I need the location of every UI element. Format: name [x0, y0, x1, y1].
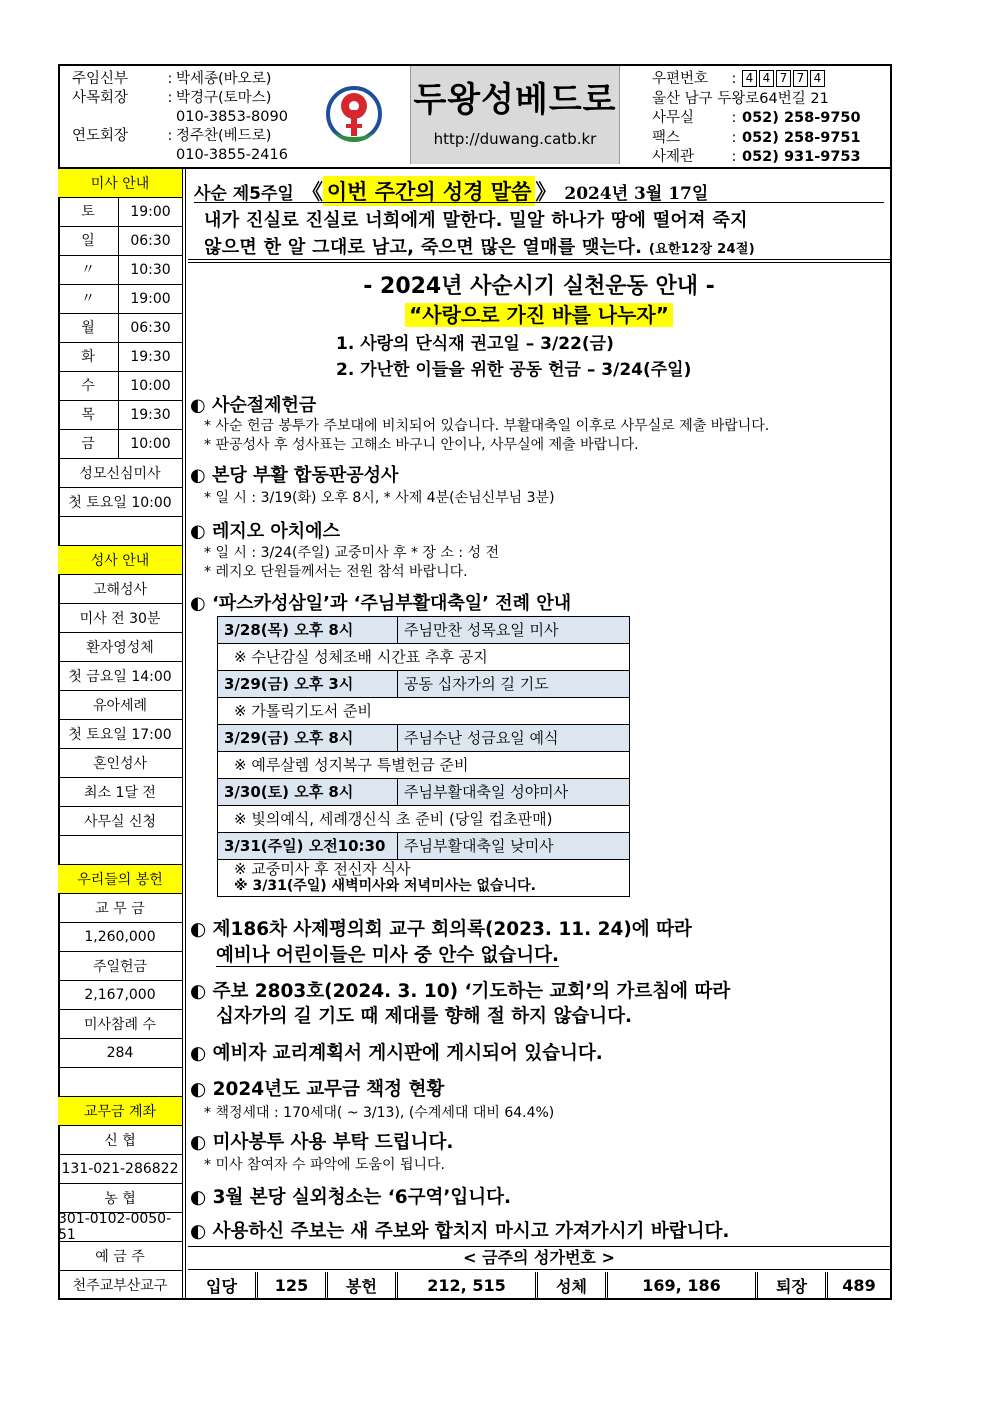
notice-title: ◐ 주보 2803호(2024. 3. 10) ‘기도하는 교회’의 가르침에 따라: [190, 981, 731, 1002]
mass-time: 06:30: [130, 233, 171, 249]
contact-number: 052) 258-9751: [742, 129, 861, 146]
schedule-note: ※ 가톨릭기도서 준비: [234, 702, 373, 720]
sidebar-heading: 우리들의 봉헌: [58, 865, 182, 894]
day-label: 일: [58, 227, 119, 255]
hymn-number: 489: [842, 1275, 876, 1295]
role-label: 사목회장: [72, 90, 129, 106]
schedule-event: 주님수난 성금요일 예식: [398, 725, 629, 751]
schedule-note-row: [218, 860, 629, 896]
schedule-note: ※ 예루살렘 성지복구 특별헌금 준비: [234, 756, 469, 774]
hymn-label: 봉헌: [328, 1272, 398, 1298]
notice-title: ◐ 제186차 사제평의회 교구 회의록(2023. 11. 24)에 따라: [190, 919, 692, 940]
schedule-note-row: [218, 644, 629, 671]
schedule-row: [218, 671, 629, 698]
bible-heading: 이번 주간의 성경 말씀: [323, 176, 536, 206]
sidebar-cell: 환자영성체: [58, 633, 182, 662]
schedule-row: [218, 725, 629, 752]
bulletin-header: [58, 64, 892, 169]
sidebar-cell: 최소 1달 전: [58, 778, 182, 807]
schedule-note: ※ 교중미사 후 전신자 식사 ※ 3/31(주일) 새벽미사와 저녁미사는 없습니다.: [234, 860, 536, 894]
notice-title: ◐ 사순절제헌금: [190, 395, 317, 416]
notice-title: ◐ 예비자 교리계획서 게시판에 게시되어 있습니다.: [190, 1043, 603, 1064]
sidebar-cell: 2,167,000: [58, 981, 182, 1010]
role-name: 박경구(토마스): [176, 90, 272, 106]
liturgy-schedule-table: [217, 616, 630, 897]
notice-detail: * 일 시 : 3/19(화) 오후 8시, * 사제 4분(손님신부님 3분): [204, 490, 555, 506]
divider: [194, 202, 884, 203]
sidebar-heading: 교무금 계좌: [58, 1097, 182, 1126]
sidebar-cell: 1,260,000: [58, 923, 182, 952]
bible-verse: 내가 진실로 진실로 너희에게 말한다. 밀알 하나가 땅에 떨어져 죽지 않으면 한 알 그대로 남고, 죽으면 많은 열매를 맺는다. (요한12장 24절): [204, 210, 755, 258]
contact-number: 052) 258-9750: [742, 110, 861, 126]
campaign-item: 1. 사랑의 단식재 권고일 – 3/22(금): [336, 334, 614, 354]
sidebar-cell: 미사참례 수: [58, 1010, 182, 1039]
day-label: 수: [58, 372, 119, 400]
day-label: 금: [58, 430, 119, 458]
sidebar-cell: 주일헌금: [58, 952, 182, 981]
contact-info: 우편번호 : 4 4 7 7 4 울산 남구 두왕로64번길 21 사무실 : 052) 258-9750 팩스 : 052) 258-9751 사제관 : 052) 931-9753: [652, 70, 861, 168]
schedule-row: [218, 833, 629, 860]
sidebar-cell: 284: [58, 1039, 182, 1068]
schedule-event: 공동 십자가의 길 기도: [398, 671, 629, 697]
sidebar-cell: [58, 198, 182, 227]
hymn-number: 125: [258, 1272, 328, 1298]
bulletin-date: 2024년 3월 17일: [564, 184, 709, 204]
notice-detail: * 레지오 단원들께서는 전원 참석 바랍니다.: [204, 564, 468, 580]
campaign-slogan: “사랑으로 가진 바를 나누자”: [188, 299, 890, 328]
sidebar-cell: 사무실 신청: [58, 807, 182, 836]
sidebar-cell: [58, 314, 182, 343]
day-label: 〃: [58, 285, 119, 313]
contact-number: 052) 931-9753: [742, 149, 861, 165]
sidebar-cell: 첫 토요일 17:00: [58, 720, 182, 749]
day-label: 월: [58, 314, 119, 342]
sidebar-divider: [182, 169, 186, 1300]
sidebar-heading: 미사 안내: [58, 169, 182, 198]
schedule-note-row: [218, 698, 629, 725]
address: 울산 남구 두왕로64번길 21: [652, 90, 829, 107]
sidebar-cell: [58, 343, 182, 372]
schedule-note-row: [218, 806, 629, 833]
notice-detail: * 판공성사 후 성사표는 고해소 바구니 안이나, 사무실에 제출 바랍니다.: [204, 437, 639, 453]
zip-code: 4 4 7 7 4: [742, 70, 825, 90]
sidebar-cell: 첫 금요일 14:00: [58, 662, 182, 691]
schedule-event: 주님만찬 성목요일 미사: [398, 617, 629, 643]
sidebar-cell: [58, 401, 182, 430]
role-label: 연도회장: [72, 128, 129, 144]
day-label: 〃: [58, 256, 119, 284]
schedule-time: 3/28(목) 오후 8시: [218, 617, 398, 643]
clergy-info: 주임신부 : 박세종(바오로) 사목회장 : 박경구(토마스) 010-3853-8090 연도회장 : 정주찬(베드로) 010-3855-2416: [72, 71, 288, 163]
contact-label: 사제관: [652, 149, 695, 165]
role-name: 박세종(바오로): [176, 71, 272, 87]
schedule-note: ※ 빛의예식, 세례갱신식 초 준비 (당일 컵초판매): [234, 810, 553, 828]
sidebar-cell: [58, 517, 182, 546]
notice-title: 십자가의 길 기도 때 제대를 향해 절 하지 않습니다.: [216, 1006, 632, 1027]
phone-number: 010-3855-2416: [176, 147, 288, 163]
notice-detail: * 책정세대 : 170세대( ~ 3/13), (수계세대 대비 64.4%): [204, 1105, 555, 1121]
notice-detail: * 일 시 : 3/24(주일) 교중미사 후 * 장 소 : 성 전: [204, 545, 500, 561]
day-label: 화: [58, 343, 119, 371]
hymn-label: 퇴장: [758, 1272, 828, 1298]
sidebar-cell: [58, 430, 182, 459]
schedule-note: ※ 수난감실 성체조배 시간표 추후 공지: [234, 648, 488, 666]
sidebar-cell: 혼인성사: [58, 749, 182, 778]
sidebar-cell: 천주교부산교구: [58, 1271, 182, 1300]
divider: [188, 259, 890, 263]
mass-time: 19:30: [130, 407, 171, 423]
sidebar-cell: 유아세례: [58, 691, 182, 720]
mass-time: 10:30: [130, 262, 171, 278]
title-box: [410, 66, 620, 164]
notice-title: ◐ 3월 본당 실외청소는 ‘6구역’입니다.: [190, 1187, 512, 1208]
campaign-title: - 2024년 사순시기 실천운동 안내 -: [363, 274, 715, 299]
sidebar-cell: [58, 256, 182, 285]
sidebar-cell: 신 협: [58, 1126, 182, 1155]
bible-header: 사순 제5주일 《 이번 주간의 성경 말씀 》 2024년 3월 17일: [194, 176, 708, 206]
sidebar-cell: [58, 372, 182, 401]
contact-label: 사무실: [652, 110, 695, 126]
role-name: 정주찬(베드로): [176, 128, 272, 144]
day-label: 목: [58, 401, 119, 429]
sidebar-cell: [58, 285, 182, 314]
day-label: 토: [58, 198, 119, 226]
mass-time: 06:30: [130, 320, 171, 336]
sidebar-cell: 교 무 금: [58, 894, 182, 923]
mass-time: 10:00: [130, 436, 171, 452]
schedule-row: [218, 779, 629, 806]
sidebar-cell: 131-021-286822: [58, 1155, 182, 1184]
mass-time: 19:00: [130, 291, 171, 307]
hymn-numbers: [188, 1272, 890, 1298]
schedule-event: 주님부활대축일 낮미사: [398, 833, 629, 859]
sidebar-cell: 예 금 주: [58, 1242, 182, 1271]
schedule-time: 3/31(주일) 오전10:30: [218, 833, 398, 859]
hymn-label: 성체: [538, 1272, 608, 1298]
parish-title: 두왕성베드로: [413, 80, 617, 120]
notice-title: ◐ 레지오 아치에스: [190, 521, 340, 542]
notice-detail: * 사순 헌금 봉투가 주보대에 비치되어 있습니다. 부활대축일 이후로 사무실로 제출 바랍니다.: [204, 418, 770, 434]
sidebar-heading: 성사 안내: [58, 546, 182, 575]
notice-title: 예비나 어린이들은 미사 중 안수 없습니다.: [216, 945, 560, 966]
parish-url[interactable]: http://duwang.catb.kr: [433, 130, 597, 148]
sidebar-cell: [58, 227, 182, 256]
schedule-time: 3/29(금) 오후 8시: [218, 725, 398, 751]
sidebar-cell: [58, 1068, 182, 1097]
hymn-number: 169, 186: [608, 1272, 758, 1298]
schedule-event: 주님부활대축일 성야미사: [398, 779, 629, 805]
schedule-note-row: [218, 752, 629, 779]
role-label: 주임신부: [72, 71, 129, 87]
zip-label: 우편번호: [652, 71, 709, 87]
schedule-row: [218, 617, 629, 644]
sidebar-cell: 미사 전 30분: [58, 604, 182, 633]
verse-reference: (요한12장 24절): [648, 242, 755, 257]
notice-title: ◐ ‘파스카성삼일’과 ‘주님부활대축일’ 전례 안내: [190, 593, 572, 614]
sidebar-cell: 농 협: [58, 1184, 182, 1213]
notice-title: ◐ 본당 부활 합동판공성사: [190, 465, 399, 486]
liturgical-week: 사순 제5주일: [194, 184, 294, 204]
contact-label: 팩스: [652, 129, 681, 146]
sidebar-cell: 첫 토요일 10:00: [58, 488, 182, 517]
sidebar-cell: 성모신심미사: [58, 459, 182, 488]
notice-title: ◐ 2024년도 교무금 책정 현황: [190, 1079, 445, 1100]
mass-time: 10:00: [130, 378, 171, 394]
phone-number: 010-3853-8090: [176, 109, 288, 125]
hymn-number: 212, 515: [398, 1272, 538, 1298]
sidebar-cell: 301-0102-0050-51: [58, 1213, 182, 1242]
notice-title: ◐ 사용하신 주보는 새 주보와 합치지 마시고 가져가시기 바랍니다.: [190, 1221, 730, 1242]
notice-detail: * 미사 참여자 수 파악에 도움이 됩니다.: [204, 1157, 446, 1173]
mass-time: 19:30: [130, 349, 171, 365]
hymn-header: < 금주의 성가번호 >: [188, 1246, 890, 1270]
schedule-time: 3/30(토) 오후 8시: [218, 779, 398, 805]
parish-logo-icon: [322, 80, 386, 152]
mass-time: 19:00: [130, 204, 171, 220]
sidebar-cell: 고해성사: [58, 575, 182, 604]
campaign-item: 2. 가난한 이들을 위한 공동 헌금 – 3/24(주일): [336, 360, 692, 380]
sidebar-cell: [58, 836, 182, 865]
notice-title: ◐ 미사봉투 사용 부탁 드립니다.: [190, 1132, 454, 1153]
schedule-time: 3/29(금) 오후 3시: [218, 671, 398, 697]
hymn-label: 입당: [188, 1272, 258, 1298]
